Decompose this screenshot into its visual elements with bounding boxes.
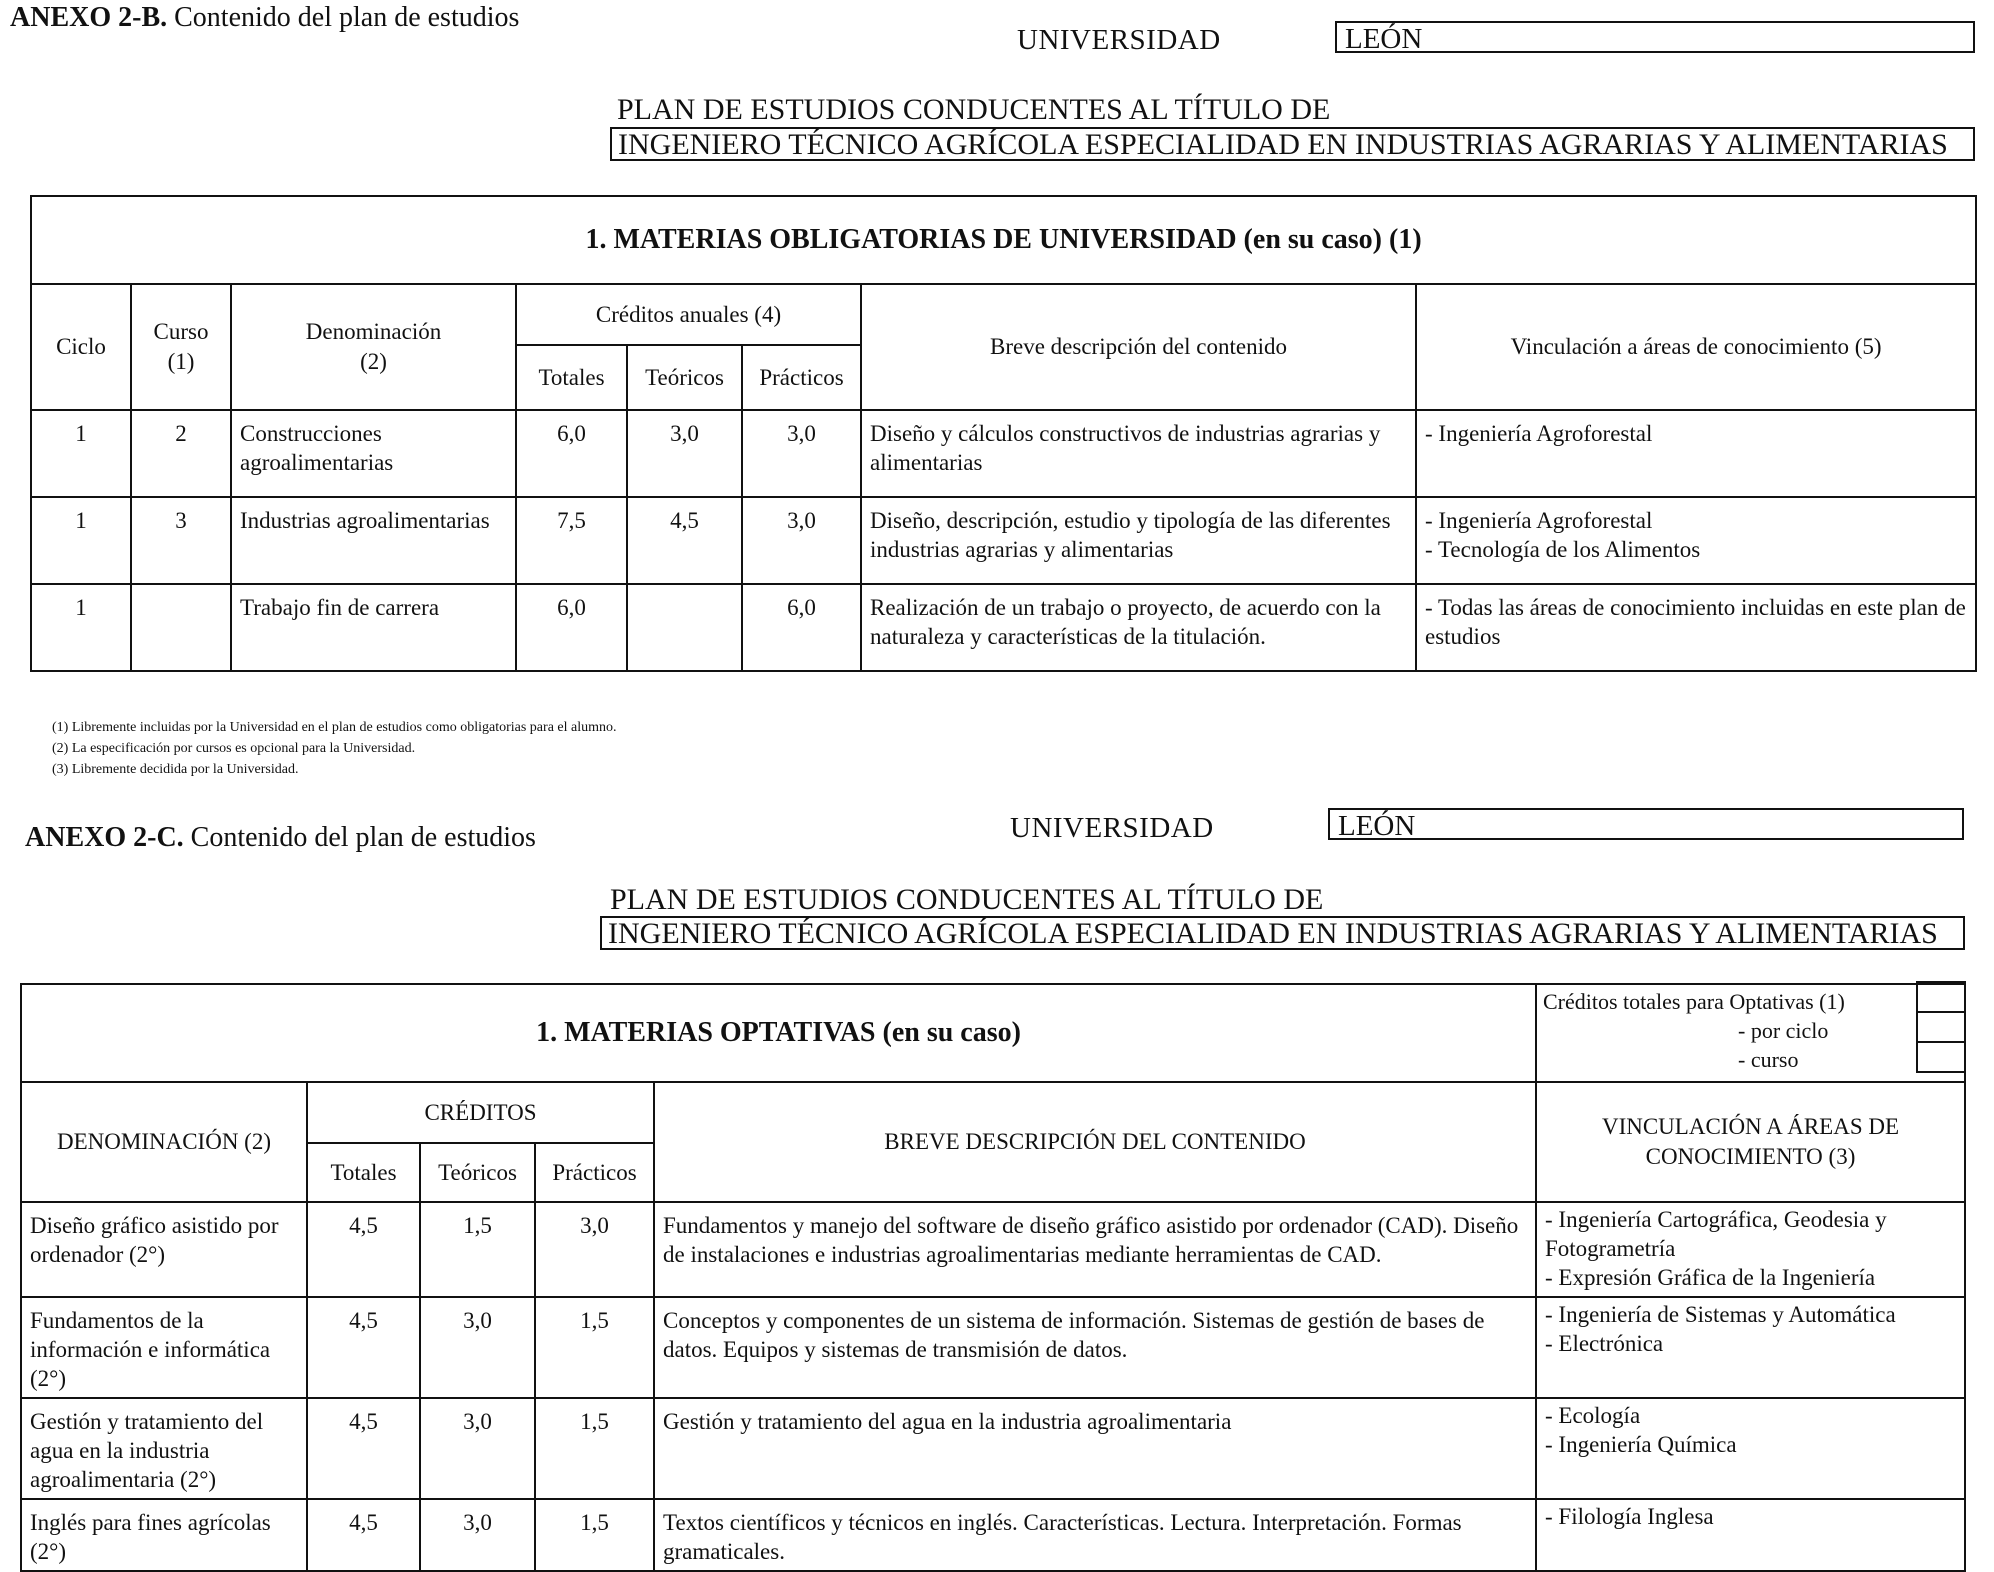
row-practicos: 3,0 [535,1202,654,1297]
row-practicos: 6,0 [742,584,861,671]
row-totales: 6,0 [516,410,627,497]
row-practicos: 3,0 [742,497,861,584]
row-denominacion: Gestión y tratamiento del agua en la industria agroalimentaria (2°) [21,1398,307,1499]
row-teoricos: 4,5 [627,497,742,584]
row-denominacion: Diseño gráfico asistido por ordenador (2°) [21,1202,307,1297]
table-row [21,1202,1965,1297]
optativas-curso: - curso [1738,1047,1799,1072]
row-vinculacion: - Todas las áreas de conocimiento incluidas en este plan de estudios [1416,584,1976,671]
row-curso: 3 [131,497,231,584]
footnote: (2) La especificación por cursos es opcional para la Universidad. [52,741,416,756]
row-totales: 4,5 [307,1398,420,1499]
optativas-por-ciclo: - por ciclo [1738,1018,1829,1043]
footnote: (1) Libremente incluidas por la Universidad en el plan de estudios como obligatorias para el alumno. [52,720,617,735]
row-totales: 7,5 [516,497,627,584]
anexo-c-title [25,822,536,854]
header-descripcion: Breve descripción del contenido [861,284,1416,410]
row-denominacion: Fundamentos de la información e informática (2°) [21,1297,307,1398]
row-descripcion: Conceptos y componentes de un sistema de información. Sistemas de gestión de bases de datos. Equipos y sistemas de transmisión de datos. [654,1297,1536,1398]
row-denominacion: Inglés para fines agrícolas (2°) [21,1499,307,1571]
row-totales: 4,5 [307,1499,420,1571]
row-totales: 4,5 [307,1297,420,1398]
header-teoricos: Teóricos [420,1143,535,1202]
row-ciclo: 1 [31,584,131,671]
anexo-b-title-rest: Contenido del plan de estudios [167,2,520,33]
header-curso-label: Curso [153,319,209,344]
row-teoricos: 1,5 [420,1202,535,1297]
row-totales: 4,5 [307,1202,420,1297]
anexo-b-plan-title: INGENIERO TÉCNICO AGRÍCOLA ESPECIALIDAD EN INDUSTRIAS AGRARIAS Y ALIMENTARIAS [610,127,1975,161]
anexo-b-plan-heading: PLAN DE ESTUDIOS CONDUCENTES AL TÍTULO DE [617,93,1331,126]
row-denominacion: Construcciones agroalimentarias [231,410,516,497]
header-denominacion: DENOMINACIÓN (2) [21,1082,307,1202]
row-descripcion: Diseño y cálculos constructivos de industrias agrarias y alimentarias [861,410,1416,497]
row-teoricos: 3,0 [420,1398,535,1499]
row-ciclo: 1 [31,497,131,584]
row-totales: 6,0 [516,584,627,671]
optativas-value-box [1916,1041,1966,1073]
header-teoricos: Teóricos [627,345,742,410]
table-row [21,1499,1965,1571]
header-creditos-anuales: Créditos anuales (4) [516,284,861,345]
row-descripcion: Diseño, descripción, estudio y tipología de las diferentes industrias agrarias y alimentarias [861,497,1416,584]
anexo-c-title-bold: ANEXO 2-C. [25,822,184,853]
anexo-c-plan-title: INGENIERO TÉCNICO AGRÍCOLA ESPECIALIDAD EN INDUSTRIAS AGRARIAS Y ALIMENTARIAS [600,916,1965,950]
header-denominacion [231,284,516,410]
row-descripcion: Realización de un trabajo o proyecto, de acuerdo con la naturaleza y características de la titulación. [861,584,1416,671]
header-denominacion-note: (2) [360,349,387,374]
row-practicos: 3,0 [742,410,861,497]
header-curso-note: (1) [167,349,195,374]
row-teoricos: 3,0 [627,410,742,497]
row-vinculacion: - Ingeniería Cartográfica, Geodesia y Fotogrametría - Expresión Gráfica de la Ingeniería [1536,1202,1965,1297]
header-descripcion: BREVE DESCRIPCIÓN DEL CONTENIDO [654,1082,1536,1202]
anexo-c-universidad-label: UNIVERSIDAD [1010,812,1214,844]
table-row [31,497,1976,584]
row-teoricos [627,584,742,671]
table-row [21,1297,1965,1398]
table-row [21,1398,1965,1499]
optativas-value-box [1916,981,1966,1013]
table-row [31,410,1976,497]
row-vinculacion: - Ingeniería Agroforestal [1416,410,1976,497]
header-totales: Totales [307,1143,420,1202]
header-practicos: Prácticos [535,1143,654,1202]
row-vinculacion: - Ecología - Ingeniería Química [1536,1398,1965,1499]
anexo-b-universidad-label: UNIVERSIDAD [1017,24,1221,56]
anexo-c-title-rest: Contenido del plan de estudios [183,822,536,853]
header-curso [131,284,231,410]
anexo-c-plan-heading: PLAN DE ESTUDIOS CONDUCENTES AL TÍTULO DE [610,883,1324,916]
header-creditos: CRÉDITOS [307,1082,654,1143]
row-practicos: 1,5 [535,1297,654,1398]
anexo-b-section-title: 1. MATERIAS OBLIGATORIAS DE UNIVERSIDAD (en su caso) (1) [31,196,1976,284]
row-vinculacion: - Ingeniería Agroforestal - Tecnología de los Alimentos [1416,497,1976,584]
row-practicos: 1,5 [535,1398,654,1499]
row-ciclo: 1 [31,410,131,497]
optativas-credit-box [1536,984,1965,1082]
header-vinculacion: VINCULACIÓN A ÁREAS DE CONOCIMIENTO (3) [1536,1082,1965,1202]
row-curso: 2 [131,410,231,497]
optativas-value-boxes [1916,983,1966,1073]
anexo-b-table [30,195,1977,672]
anexo-b-title-bold: ANEXO 2-B. [10,2,168,33]
footnote: (3) Libremente decidida por la Universidad. [52,762,299,777]
row-curso [131,584,231,671]
anexo-b-title [10,2,519,34]
header-denominacion-label: Denominación [305,319,442,344]
optativas-credit-label: Créditos totales para Optativas (1) [1543,989,1845,1014]
row-denominacion: Trabajo fin de carrera [231,584,516,671]
table-row [31,584,1976,671]
row-teoricos: 3,0 [420,1499,535,1571]
header-vinculacion: Vinculación a áreas de conocimiento (5) [1416,284,1976,410]
row-practicos: 1,5 [535,1499,654,1571]
header-ciclo: Ciclo [31,284,131,410]
anexo-c-section-title: 1. MATERIAS OPTATIVAS (en su caso) [21,984,1536,1082]
anexo-b-footnotes [52,717,617,780]
row-descripcion: Fundamentos y manejo del software de diseño gráfico asistido por ordenador (CAD). Diseño de instalaciones e industrias agroalimentarias mediante herramientas de CAD. [654,1202,1536,1297]
row-vinculacion: - Filología Inglesa [1536,1499,1965,1571]
anexo-c-universidad-value: LEÓN [1328,808,1964,840]
row-teoricos: 3,0 [420,1297,535,1398]
anexo-b-universidad-value: LEÓN [1335,21,1975,53]
row-vinculacion: - Ingeniería de Sistemas y Automática - Electrónica [1536,1297,1965,1398]
anexo-c-table [20,983,1966,1572]
header-practicos: Prácticos [742,345,861,410]
header-totales: Totales [516,345,627,410]
optativas-value-box [1916,1011,1966,1043]
row-denominacion: Industrias agroalimentarias [231,497,516,584]
row-descripcion: Textos científicos y técnicos en inglés. Características. Lectura. Interpretación. Formas gramaticales. [654,1499,1536,1571]
row-descripcion: Gestión y tratamiento del agua en la industria agroalimentaria [654,1398,1536,1499]
